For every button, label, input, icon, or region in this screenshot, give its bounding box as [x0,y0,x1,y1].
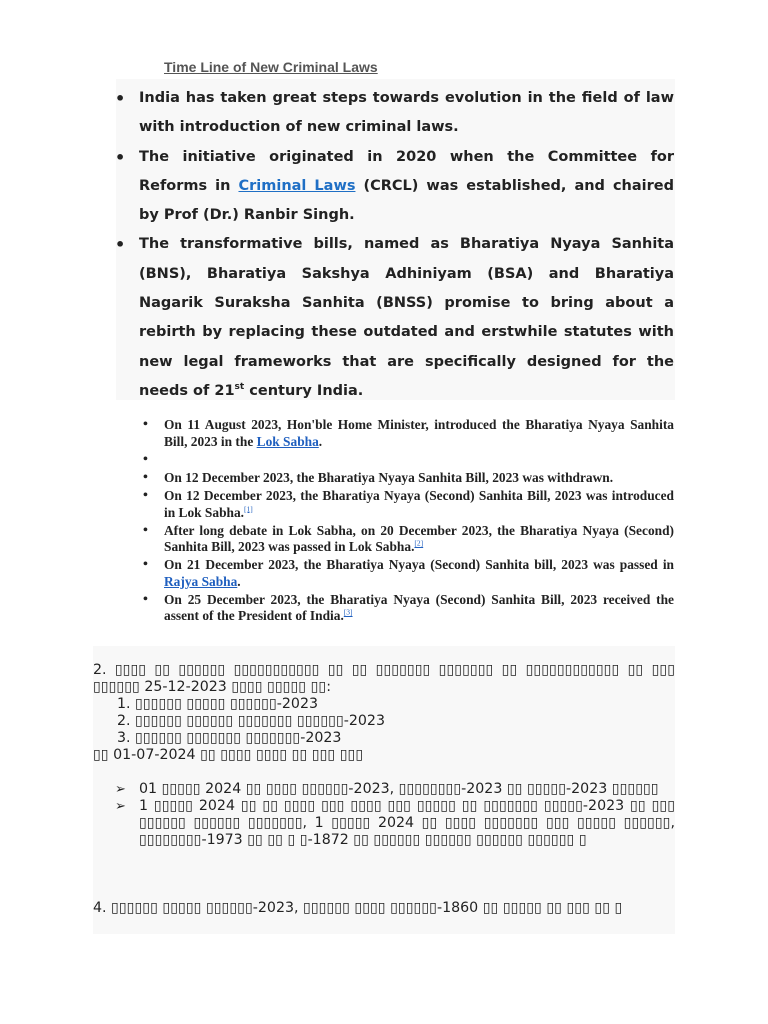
hindi-numbered-item-1: 1. ▯▯▯▯▯▯ ▯▯▯▯▯ ▯▯▯▯▯▯-2023 [117,696,319,712]
hindi-numbered-item-3: 3. ▯▯▯▯▯▯ ▯▯▯▯▯▯▯ ▯▯▯▯▯▯▯-2023 [117,730,342,746]
hindi-paragraph-4: 4. ▯▯▯▯▯▯ ▯▯▯▯▯ ▯▯▯▯▯▯-2023, ▯▯▯▯▯▯ ▯▯▯▯ ▯▯▯▯▯▯-1860 ▯▯ ▯▯▯▯▯ ▯▯ ▯▯▯ ▯▯ ▯ [93,900,623,916]
intro-bullet-2-text-pre: The initiative originated in 2020 when the Committee for Reforms in [139,148,674,194]
criminal-laws-link[interactable]: Criminal Laws [238,177,356,194]
timeline-list [164,417,674,626]
hindi-arrow-item-1 [139,781,675,798]
timeline-item-3 [164,488,674,521]
rajya-sabha-link[interactable]: Rajya Sabha [164,573,238,589]
timeline-item-4-text: After long debate in Lok Sabha, on 20 December 2023, the Bharatiya Nyaya (Second) Sanhita Bill, 2023 was passed in Lok Sabha. [164,522,674,554]
hindi-paragraph-2: 2. ▯▯▯▯ ▯▯ ▯▯▯▯▯▯ ▯▯▯▯▯▯▯▯▯▯▯ ▯▯ ▯▯ ▯▯▯▯▯▯▯ ▯▯▯▯▯▯▯ ▯▯ ▯▯▯▯▯▯▯▯▯▯▯▯ ▯▯ ▯▯▯ ▯▯▯▯▯▯ 25-12-2023 ▯▯▯▯ ▯▯▯▯▯ ▯▯: [93,662,675,695]
timeline-item-2-text: On 12 December 2023, the Bharatiya Nyaya Sanhita Bill, 2023 was withdrawn. [164,470,614,485]
footnote-ref-1[interactable]: [1] [244,504,253,514]
timeline-item-6-text: On 25 December 2023, the Bharatiya Nyaya (Second) Sanhita Bill, 2023 received the assent of the President of India. [164,591,674,623]
timeline-empty-item [164,452,674,469]
timeline-item-5-post: . [237,573,241,589]
intro-bullet-3 [139,230,674,406]
timeline-item-6 [164,592,674,625]
timeline-item-1-pre: On 11 August 2023, Hon'ble Home Minister, introduced the Bharatiya Nyaya Sanhita Bill, 2023 in the [164,417,674,449]
timeline-item-5-pre: On 21 December 2023, the Bharatiya Nyaya (Second) Sanhita bill, 2023 was passed in [164,557,674,572]
lok-sabha-link[interactable]: Lok Sabha [256,433,319,449]
footnote-ref-3[interactable]: [3] [343,607,353,617]
hindi-numbered-item-2: 2. ▯▯▯▯▯▯ ▯▯▯▯▯▯ ▯▯▯▯▯▯▯ ▯▯▯▯▯▯-2023 [117,713,385,729]
timeline-item-2 [164,470,674,487]
intro-bullet-3-text-post: century India. [244,382,364,399]
timeline-item-3-text: On 12 December 2023, the Bharatiya Nyaya (Second) Sanhita Bill, 2023 was introduced in Lok Sabha. [164,488,674,520]
document-title: Time Line of New Criminal Laws [164,59,378,75]
intro-bullet-1-text: India has taken great steps towards evolution in the field of law with introduction of new criminal laws. [139,90,674,136]
footnote-ref-2[interactable]: [2] [414,538,424,548]
hindi-paragraph-2-end: ▯▯ 01-07-2024 ▯▯ ▯▯▯▯ ▯▯▯▯ ▯▯ ▯▯▯ ▯▯▯ [93,747,364,763]
intro-bullet-2 [139,143,674,231]
timeline-item-4 [164,523,674,556]
timeline-item-1 [164,417,674,450]
intro-bullet-1 [139,84,674,143]
hindi-arrow-item-1-text: 01 ▯▯▯▯▯ 2024 ▯▯ ▯▯▯▯ ▯▯▯▯▯▯-2023, ▯▯▯▯▯▯▯▯-2023 ▯▯ ▯▯▯▯▯-2023 ▯▯▯▯▯▯ [139,781,659,797]
intro-bullet-3-text-pre: The transformative bills, named as Bharatiya Nyaya Sanhita (BNS), Bharatiya Sakshya Adhiniyam (BSA) and Bharatiya Nagarik Suraksha Sanhita (BNSS) promise to bring about a rebirth by replacing these outdated and erstwhile statutes with new legal frameworks that are specifically designed for the needs of 21 [139,236,674,399]
intro-bullet-2-text-post: (CRCL) was established, and chaired by Prof (Dr.) Ranbir Singh. [139,177,674,224]
intro-bullet-list [139,84,674,406]
hindi-arrow-list [139,781,675,849]
st-superscript: st [234,382,245,393]
hindi-arrow-item-2-text: 1 ▯▯▯▯▯ 2024 ▯▯ ▯▯ ▯▯▯▯ ▯▯▯ ▯▯▯▯ ▯▯▯ ▯▯▯▯▯ ▯▯ ▯▯▯▯▯▯▯ ▯▯▯▯▯-2023 ▯▯ ▯▯▯ ▯▯▯▯▯▯ ▯▯▯▯▯▯ ▯▯▯▯▯▯▯, 1 ▯▯▯▯▯ 2024 ▯▯ ▯▯▯▯ ▯▯▯▯▯▯▯ ▯▯▯ ▯▯▯▯▯ ▯▯▯▯▯▯, ▯▯▯▯▯▯▯▯-1973 ▯▯ ▯▯ ▯ ▯-1872 ▯▯ ▯▯▯▯▯▯ ▯▯▯▯▯▯ ▯▯▯▯▯▯ ▯▯▯▯▯▯ ▯ [139,798,675,848]
timeline-item-5 [164,557,674,590]
timeline-item-1-post: . [318,433,323,449]
hindi-arrow-item-2 [139,798,675,849]
